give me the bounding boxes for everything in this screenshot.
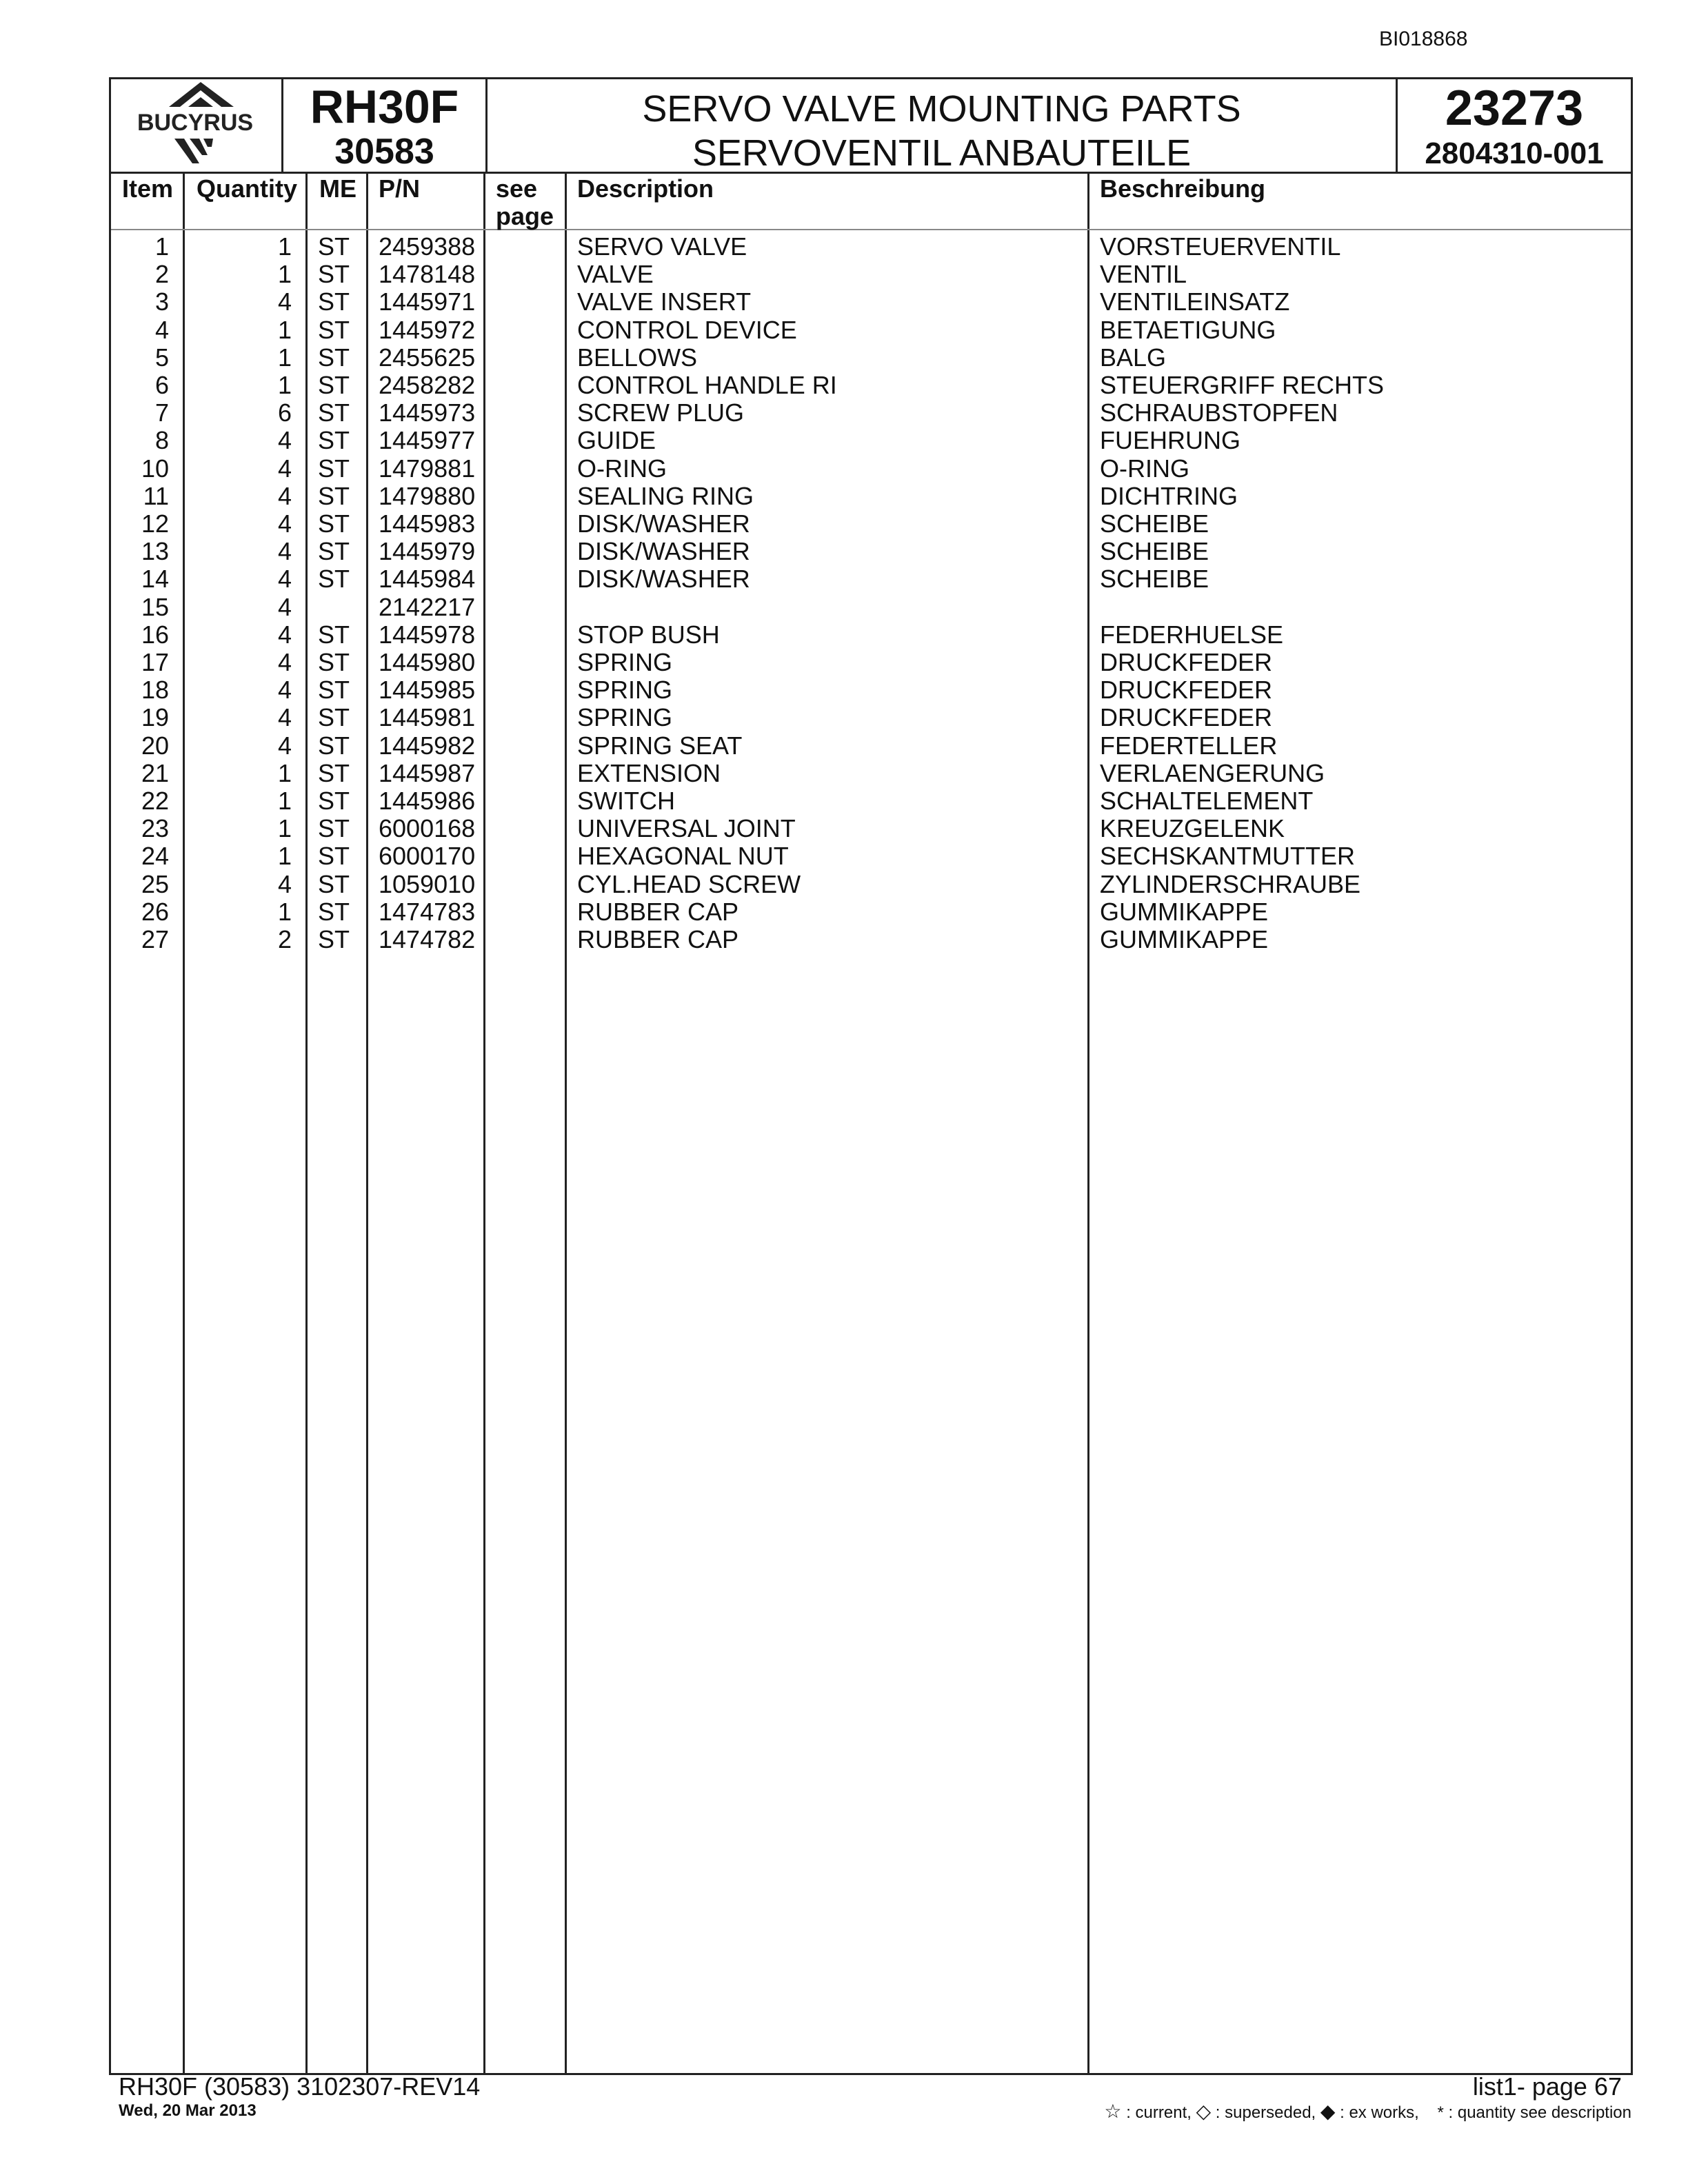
cell-quantity: 4 bbox=[277, 426, 292, 455]
cell-item: 19 bbox=[141, 703, 169, 732]
cell-item: 14 bbox=[141, 565, 169, 594]
cell-quantity: 1 bbox=[277, 232, 292, 261]
cell-pn: 2459388 bbox=[379, 232, 476, 261]
sheet-number: 23273 bbox=[1445, 81, 1584, 136]
cell-item: 7 bbox=[154, 398, 169, 427]
cell-beschreibung: FUEHRUNG bbox=[1100, 426, 1240, 455]
cell-item: 23 bbox=[141, 814, 169, 843]
cell-beschreibung: SCHRAUBSTOPFEN bbox=[1100, 398, 1338, 427]
cell-pn: 1474783 bbox=[379, 897, 476, 926]
title-german: SERVOVENTIL ANBAUTEILE bbox=[692, 132, 1192, 174]
footer-date: Wed, 20 Mar 2013 bbox=[119, 2101, 257, 2120]
column-header-description: Description bbox=[577, 174, 714, 203]
cell-item: 20 bbox=[141, 731, 169, 760]
cell-me: ST bbox=[318, 509, 350, 538]
cell-description: CONTROL HANDLE RI bbox=[577, 371, 837, 399]
cell-quantity: 1 bbox=[277, 260, 292, 289]
cell-beschreibung: DRUCKFEDER bbox=[1100, 676, 1273, 705]
table-row bbox=[111, 898, 1631, 926]
cell-item: 21 bbox=[141, 758, 169, 787]
cell-pn: 1445985 bbox=[379, 676, 476, 705]
cell-description: SEALING RING bbox=[577, 481, 754, 510]
cell-pn: 1445978 bbox=[379, 620, 476, 649]
cell-quantity: 4 bbox=[277, 731, 292, 760]
cell-quantity: 2 bbox=[277, 925, 292, 953]
cell-quantity: 1 bbox=[277, 814, 292, 843]
cell-beschreibung: ZYLINDERSCHRAUBE bbox=[1100, 869, 1361, 898]
cell-quantity: 6 bbox=[277, 398, 292, 427]
star-outline-icon: ☆ bbox=[1104, 2101, 1122, 2122]
cell-item: 24 bbox=[141, 842, 169, 871]
cell-item: 27 bbox=[141, 925, 169, 953]
cell-item: 17 bbox=[141, 648, 169, 676]
cell-item: 11 bbox=[143, 481, 169, 510]
cell-quantity: 4 bbox=[277, 454, 292, 483]
cell-description: SERVO VALVE bbox=[577, 232, 747, 261]
cell-me: ST bbox=[318, 565, 350, 594]
sheet-number-cell bbox=[1398, 79, 1631, 172]
cell-description: SCREW PLUG bbox=[577, 398, 745, 427]
cell-description: SPRING bbox=[577, 676, 673, 705]
cell-me: ST bbox=[318, 758, 350, 787]
cell-quantity: 1 bbox=[277, 371, 292, 399]
cell-me: ST bbox=[318, 676, 350, 705]
cell-me: ST bbox=[318, 537, 350, 566]
cell-description: SPRING bbox=[577, 648, 673, 676]
cell-pn: 1445977 bbox=[379, 426, 476, 455]
cell-quantity: 4 bbox=[277, 565, 292, 594]
cell-pn: 6000170 bbox=[379, 842, 476, 871]
table-row bbox=[111, 510, 1631, 538]
cell-beschreibung: DRUCKFEDER bbox=[1100, 648, 1273, 676]
cell-item: 1 bbox=[154, 232, 169, 261]
cell-quantity: 1 bbox=[277, 842, 292, 871]
cell-description: SPRING SEAT bbox=[577, 731, 743, 760]
see-label: see bbox=[496, 174, 538, 203]
cell-pn: 2455625 bbox=[379, 343, 476, 372]
table-row bbox=[111, 565, 1631, 593]
cell-pn: 1445980 bbox=[379, 648, 476, 676]
cell-quantity: 1 bbox=[277, 897, 292, 926]
legend-quantity: * : quantity see description bbox=[1437, 2103, 1631, 2122]
logo-text: BUCYRUS bbox=[137, 110, 254, 136]
table-row bbox=[111, 621, 1631, 649]
cell-description: RUBBER CAP bbox=[577, 897, 739, 926]
cell-quantity: 1 bbox=[277, 787, 292, 815]
cell-description: SWITCH bbox=[577, 787, 675, 815]
column-header-quantity: Quantity bbox=[197, 174, 298, 203]
table-row bbox=[111, 676, 1631, 704]
column-header-item: Item bbox=[122, 174, 174, 203]
cell-pn: 1445982 bbox=[379, 731, 476, 760]
table-row bbox=[111, 261, 1631, 288]
sheet-reference: 2804310-001 bbox=[1425, 136, 1604, 170]
cell-description: HEXAGONAL NUT bbox=[577, 842, 789, 871]
cell-beschreibung: FEDERTELLER bbox=[1100, 731, 1278, 760]
cell-pn: 1059010 bbox=[379, 869, 476, 898]
cell-beschreibung: STEUERGRIFF RECHTS bbox=[1100, 371, 1385, 399]
cell-quantity: 4 bbox=[277, 509, 292, 538]
cell-pn: 1445973 bbox=[379, 398, 476, 427]
table-row bbox=[111, 594, 1631, 621]
cell-beschreibung: DICHTRING bbox=[1100, 481, 1238, 510]
footer-page-number: list1- page 67 bbox=[1472, 2072, 1622, 2101]
cell-me: ST bbox=[318, 703, 350, 732]
cell-beschreibung: DRUCKFEDER bbox=[1100, 703, 1273, 732]
cell-pn: 1474782 bbox=[379, 925, 476, 953]
cell-beschreibung: VORSTEUERVENTIL bbox=[1100, 232, 1341, 261]
cell-me: ST bbox=[318, 426, 350, 455]
cell-beschreibung: SCHALTELEMENT bbox=[1100, 787, 1314, 815]
column-header-pn: P/N bbox=[379, 174, 421, 203]
cell-item: 8 bbox=[154, 426, 169, 455]
cell-beschreibung: BALG bbox=[1100, 343, 1167, 372]
cell-item: 22 bbox=[141, 787, 169, 815]
cell-me: ST bbox=[318, 260, 350, 289]
cell-pn: 1445984 bbox=[379, 565, 476, 594]
cell-item: 5 bbox=[154, 343, 169, 372]
cell-beschreibung: KREUZGELENK bbox=[1100, 814, 1285, 843]
cell-item: 16 bbox=[141, 620, 169, 649]
cell-pn: 1445979 bbox=[379, 537, 476, 566]
table-row bbox=[111, 926, 1631, 953]
cell-pn: 6000168 bbox=[379, 814, 476, 843]
cell-me: ST bbox=[318, 232, 350, 261]
bucyrus-logo bbox=[111, 79, 279, 172]
cell-description: DISK/WASHER bbox=[577, 509, 750, 538]
parts-table bbox=[109, 174, 1633, 2075]
cell-item: 18 bbox=[141, 676, 169, 705]
cell-item: 15 bbox=[141, 592, 169, 621]
table-row bbox=[111, 344, 1631, 372]
table-row bbox=[111, 455, 1631, 483]
cell-me: ST bbox=[318, 648, 350, 676]
cell-pn: 1479880 bbox=[379, 481, 476, 510]
cell-me: ST bbox=[318, 925, 350, 953]
cell-item: 25 bbox=[141, 869, 169, 898]
cell-item: 10 bbox=[141, 454, 169, 483]
cell-quantity: 4 bbox=[277, 703, 292, 732]
cell-beschreibung: SECHSKANTMUTTER bbox=[1100, 842, 1356, 871]
table-row bbox=[111, 787, 1631, 815]
document-id: BI018868 bbox=[1379, 28, 1468, 50]
table-row bbox=[111, 649, 1631, 676]
cell-me: ST bbox=[318, 371, 350, 399]
table-row bbox=[111, 732, 1631, 760]
cell-beschreibung: O-RING bbox=[1100, 454, 1189, 483]
table-row bbox=[111, 760, 1631, 787]
cell-quantity: 4 bbox=[277, 676, 292, 705]
cell-beschreibung: VENTIL bbox=[1100, 260, 1187, 289]
cell-beschreibung: GUMMIKAPPE bbox=[1100, 897, 1269, 926]
cell-me: ST bbox=[318, 343, 350, 372]
model-number: 30583 bbox=[334, 132, 434, 172]
cell-me: ST bbox=[318, 315, 350, 344]
cell-description: VALVE bbox=[577, 260, 654, 289]
cell-description: O-RING bbox=[577, 454, 667, 483]
cell-beschreibung: SCHEIBE bbox=[1100, 537, 1209, 566]
cell-quantity: 4 bbox=[277, 287, 292, 316]
cell-description: EXTENSION bbox=[577, 758, 721, 787]
column-header-beschreibung: Beschreibung bbox=[1100, 174, 1266, 203]
cell-pn: 1445972 bbox=[379, 315, 476, 344]
cell-pn: 2142217 bbox=[379, 592, 476, 621]
cell-beschreibung: VERLAENGERUNG bbox=[1100, 758, 1325, 787]
cell-me: ST bbox=[318, 869, 350, 898]
cell-pn: 1445983 bbox=[379, 509, 476, 538]
legend-exworks: : ex works, bbox=[1340, 2103, 1419, 2122]
cell-item: 6 bbox=[154, 371, 169, 399]
cell-beschreibung: GUMMIKAPPE bbox=[1100, 925, 1269, 953]
table-row bbox=[111, 704, 1631, 731]
table-row bbox=[111, 316, 1631, 344]
cell-beschreibung: BETAETIGUNG bbox=[1100, 315, 1276, 344]
column-header-see-page bbox=[496, 175, 554, 230]
cell-beschreibung: FEDERHUELSE bbox=[1100, 620, 1284, 649]
diamond-filled-icon: ◆ bbox=[1320, 2101, 1336, 2122]
model-cell bbox=[283, 79, 488, 172]
cell-description: SPRING bbox=[577, 703, 673, 732]
diamond-outline-icon: ◇ bbox=[1196, 2101, 1212, 2122]
cell-quantity: 4 bbox=[277, 592, 292, 621]
model-name: RH30F bbox=[310, 81, 459, 133]
cell-description: DISK/WASHER bbox=[577, 565, 750, 594]
footer-legend bbox=[1104, 2100, 1631, 2123]
cell-pn: 1478148 bbox=[379, 260, 476, 289]
brand-logo-cell bbox=[111, 79, 283, 172]
cell-pn: 1445981 bbox=[379, 703, 476, 732]
cell-description: CYL.HEAD SCREW bbox=[577, 869, 801, 898]
cell-me: ST bbox=[318, 620, 350, 649]
cell-me: ST bbox=[318, 814, 350, 843]
cell-description: BELLOWS bbox=[577, 343, 698, 372]
cell-beschreibung: SCHEIBE bbox=[1100, 509, 1209, 538]
cell-me: ST bbox=[318, 842, 350, 871]
column-header-me: ME bbox=[319, 174, 356, 203]
cell-item: 12 bbox=[141, 509, 169, 538]
table-row bbox=[111, 427, 1631, 454]
cell-me: ST bbox=[318, 481, 350, 510]
page-label: page bbox=[496, 202, 554, 230]
cell-pn: 2458282 bbox=[379, 371, 476, 399]
cell-quantity: 4 bbox=[277, 648, 292, 676]
cell-quantity: 4 bbox=[277, 537, 292, 566]
cell-beschreibung: VENTILEINSATZ bbox=[1100, 287, 1290, 316]
cell-me: ST bbox=[318, 398, 350, 427]
table-row bbox=[111, 538, 1631, 565]
table-row bbox=[111, 233, 1631, 261]
table-row bbox=[111, 871, 1631, 898]
table-row bbox=[111, 483, 1631, 510]
cell-description: GUIDE bbox=[577, 426, 656, 455]
title-english: SERVO VALVE MOUNTING PARTS bbox=[642, 88, 1241, 130]
cell-item: 2 bbox=[154, 260, 169, 289]
table-row bbox=[111, 372, 1631, 399]
cell-pn: 1479881 bbox=[379, 454, 476, 483]
table-row bbox=[111, 288, 1631, 316]
cell-me: ST bbox=[318, 454, 350, 483]
legend-superseded: : superseded, bbox=[1215, 2103, 1316, 2122]
footer-document-ref: RH30F (30583) 3102307-REV14 bbox=[119, 2072, 481, 2101]
cell-pn: 1445971 bbox=[379, 287, 476, 316]
cell-quantity: 1 bbox=[277, 343, 292, 372]
header-block bbox=[109, 77, 1633, 174]
cell-quantity: 4 bbox=[277, 620, 292, 649]
cell-quantity: 1 bbox=[277, 758, 292, 787]
cell-me: ST bbox=[318, 287, 350, 316]
cell-quantity: 1 bbox=[277, 315, 292, 344]
cell-quantity: 4 bbox=[277, 481, 292, 510]
cell-description: UNIVERSAL JOINT bbox=[577, 814, 796, 843]
cell-item: 26 bbox=[141, 897, 169, 926]
cell-description: VALVE INSERT bbox=[577, 287, 752, 316]
title-cell bbox=[488, 79, 1398, 172]
cell-quantity: 4 bbox=[277, 869, 292, 898]
cell-me: ST bbox=[318, 731, 350, 760]
table-row bbox=[111, 399, 1631, 427]
legend-current: : current, bbox=[1126, 2103, 1192, 2122]
cell-description: RUBBER CAP bbox=[577, 925, 739, 953]
table-row bbox=[111, 815, 1631, 842]
cell-item: 13 bbox=[141, 537, 169, 566]
cell-beschreibung: SCHEIBE bbox=[1100, 565, 1209, 594]
cell-pn: 1445986 bbox=[379, 787, 476, 815]
cell-pn: 1445987 bbox=[379, 758, 476, 787]
cell-item: 4 bbox=[154, 315, 169, 344]
cell-item: 3 bbox=[154, 287, 169, 316]
cell-description: STOP BUSH bbox=[577, 620, 720, 649]
cell-description: DISK/WASHER bbox=[577, 537, 750, 566]
table-row bbox=[111, 842, 1631, 870]
cell-me: ST bbox=[318, 897, 350, 926]
cell-description: CONTROL DEVICE bbox=[577, 315, 797, 344]
cell-me: ST bbox=[318, 787, 350, 815]
